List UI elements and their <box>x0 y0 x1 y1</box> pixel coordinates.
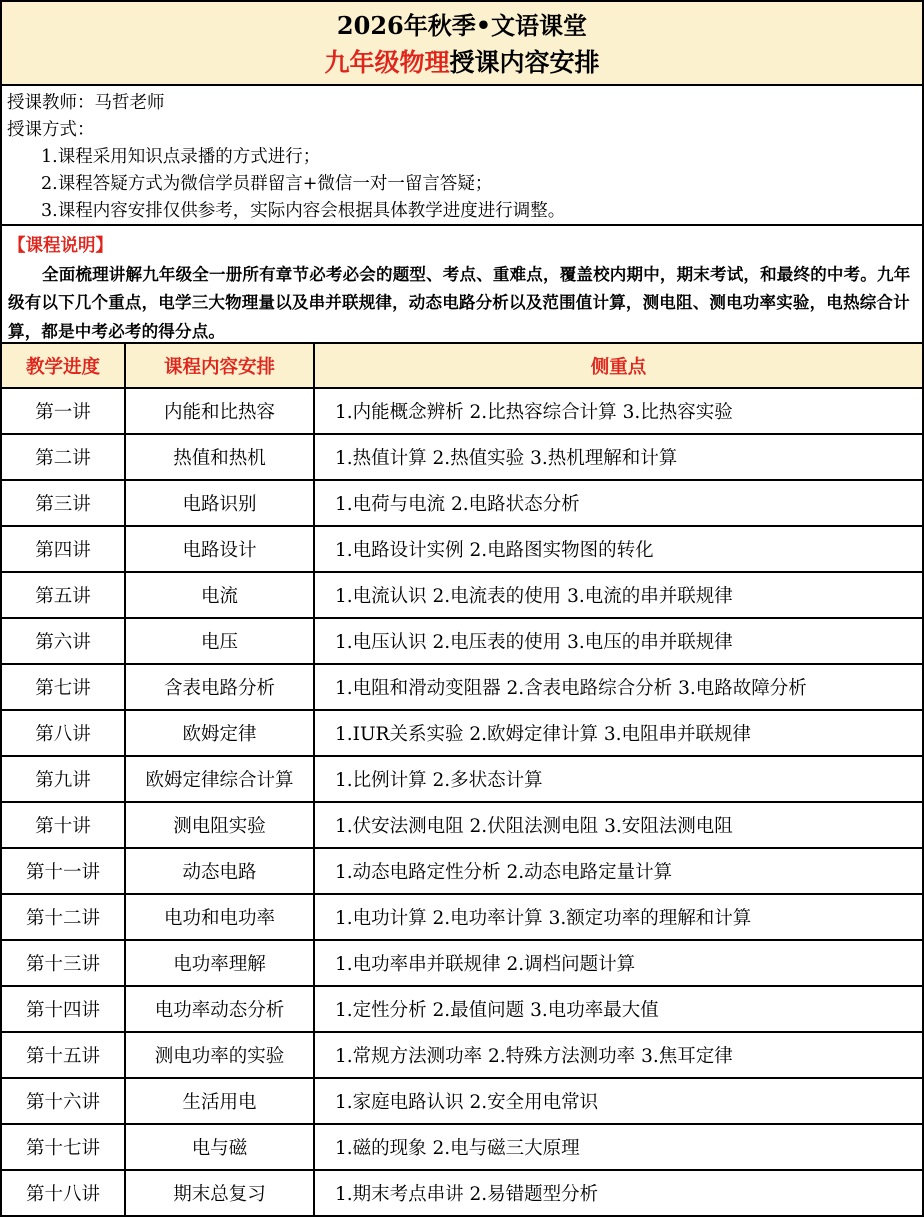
cell-progress: 第三讲 <box>2 480 125 526</box>
schedule-table <box>2 344 922 1217</box>
cell-focus: 1.电阻和滑动变阻器 2.含表电路综合分析 3.电路故障分析 <box>314 664 922 710</box>
cell-focus: 1.电功计算 2.电功率计算 3.额定功率的理解和计算 <box>314 894 922 940</box>
cell-focus: 1.电荷与电流 2.电路状态分析 <box>314 480 922 526</box>
cell-content: 电功率理解 <box>125 940 314 986</box>
cell-progress: 第六讲 <box>2 618 125 664</box>
cell-focus: 1.常规方法测功率 2.特殊方法测功率 3.焦耳定律 <box>314 1032 922 1078</box>
table-body <box>2 388 922 1216</box>
document-header <box>2 2 922 86</box>
cell-focus: 1.期末考点串讲 2.易错题型分析 <box>314 1170 922 1216</box>
cell-content: 内能和比热容 <box>125 388 314 434</box>
table-row <box>2 1078 922 1124</box>
cell-content: 生活用电 <box>125 1078 314 1124</box>
cell-progress: 第十八讲 <box>2 1170 125 1216</box>
cell-content: 电压 <box>125 618 314 664</box>
header-content: 课程内容安排 <box>125 344 314 388</box>
cell-progress: 第十七讲 <box>2 1124 125 1170</box>
cell-progress: 第七讲 <box>2 664 125 710</box>
table-row <box>2 940 922 986</box>
cell-progress: 第十三讲 <box>2 940 125 986</box>
cell-content: 电路识别 <box>125 480 314 526</box>
table-row <box>2 434 922 480</box>
cell-content: 测电功率的实验 <box>125 1032 314 1078</box>
cell-focus: 1.电流认识 2.电流表的使用 3.电流的串并联规律 <box>314 572 922 618</box>
table-row <box>2 1032 922 1078</box>
cell-progress: 第五讲 <box>2 572 125 618</box>
cell-focus: 1.内能概念辨析 2.比热容综合计算 3.比热容实验 <box>314 388 922 434</box>
cell-progress: 第八讲 <box>2 710 125 756</box>
cell-content: 热值和热机 <box>125 434 314 480</box>
cell-focus: 1.热值计算 2.热值实验 3.热机理解和计算 <box>314 434 922 480</box>
table-row <box>2 1124 922 1170</box>
cell-content: 电路设计 <box>125 526 314 572</box>
table-row <box>2 986 922 1032</box>
header-progress: 教学进度 <box>2 344 125 388</box>
method-item: 1.课程采用知识点录播的方式进行； <box>41 147 321 167</box>
table-row <box>2 618 922 664</box>
cell-progress: 第二讲 <box>2 434 125 480</box>
subtitle-rest: 授课内容安排 <box>449 48 600 77</box>
course-description <box>2 226 922 344</box>
cell-progress: 第十五讲 <box>2 1032 125 1078</box>
cell-content: 电流 <box>125 572 314 618</box>
cell-content: 电与磁 <box>125 1124 314 1170</box>
table-row <box>2 1170 922 1216</box>
cell-content: 电功和电功率 <box>125 894 314 940</box>
cell-progress: 第十讲 <box>2 802 125 848</box>
cell-focus: 1.伏安法测电阻 2.伏阻法测电阻 3.安阻法测电阻 <box>314 802 922 848</box>
table-row <box>2 526 922 572</box>
cell-progress: 第十四讲 <box>2 986 125 1032</box>
table-row <box>2 710 922 756</box>
table-row <box>2 802 922 848</box>
table-row <box>2 664 922 710</box>
cell-content: 期末总复习 <box>125 1170 314 1216</box>
cell-focus: 1.电路设计实例 2.电路图实物图的转化 <box>314 526 922 572</box>
cell-focus: 1.IUR关系实验 2.欧姆定律计算 3.电阻串并联规律 <box>314 710 922 756</box>
table-row <box>2 894 922 940</box>
teaching-info <box>2 86 922 226</box>
cell-progress: 第十二讲 <box>2 894 125 940</box>
method-item: 3.课程内容安排仅供参考，实际内容会根据具体教学进度进行调整。 <box>41 201 566 221</box>
cell-focus: 1.定性分析 2.最值问题 3.电功率最大值 <box>314 986 922 1032</box>
table-row <box>2 388 922 434</box>
cell-progress: 第十一讲 <box>2 848 125 894</box>
cell-focus: 1.电功率串并联规律 2.调档问题计算 <box>314 940 922 986</box>
cell-progress: 第四讲 <box>2 526 125 572</box>
teacher-line: 授课教师：马哲老师 <box>7 93 165 113</box>
description-text: 全面梳理讲解九年级全一册所有章节必考必会的题型、考点、重难点，覆盖校内期中，期末考试，和最终的中考。九年级有以下几个重点，电学三大物理量以及串并联规律，动态电路分析以及范围值计算，测电阻、测电功率实验，电热综合计算，都是中考必考的得分点。 <box>8 264 911 341</box>
table-row <box>2 756 922 802</box>
cell-content: 测电阻实验 <box>125 802 314 848</box>
table-row <box>2 572 922 618</box>
cell-content: 欧姆定律综合计算 <box>125 756 314 802</box>
cell-progress: 第十六讲 <box>2 1078 125 1124</box>
cell-content: 电功率动态分析 <box>125 986 314 1032</box>
cell-progress: 第九讲 <box>2 756 125 802</box>
cell-focus: 1.电压认识 2.电压表的使用 3.电压的串并联规律 <box>314 618 922 664</box>
table-row <box>2 848 922 894</box>
cell-focus: 1.磁的现象 2.电与磁三大原理 <box>314 1124 922 1170</box>
subtitle-highlight: 九年级物理 <box>324 48 450 77</box>
method-label: 授课方式： <box>7 120 95 140</box>
table-row <box>2 480 922 526</box>
cell-focus: 1.动态电路定性分析 2.动态电路定量计算 <box>314 848 922 894</box>
cell-content: 动态电路 <box>125 848 314 894</box>
cell-focus: 1.比例计算 2.多状态计算 <box>314 756 922 802</box>
document-subtitle <box>2 44 922 82</box>
cell-content: 欧姆定律 <box>125 710 314 756</box>
method-item: 2.课程答疑方式为微信学员群留言+微信一对一留言答疑； <box>41 174 493 194</box>
cell-content: 含表电路分析 <box>125 664 314 710</box>
cell-progress: 第一讲 <box>2 388 125 434</box>
document-title: 2026年秋季•文语课堂 <box>336 11 588 40</box>
table-header-row <box>2 344 922 388</box>
cell-focus: 1.家庭电路认识 2.安全用电常识 <box>314 1078 922 1124</box>
description-heading: 【课程说明】 <box>8 236 113 256</box>
header-focus: 侧重点 <box>314 344 922 388</box>
